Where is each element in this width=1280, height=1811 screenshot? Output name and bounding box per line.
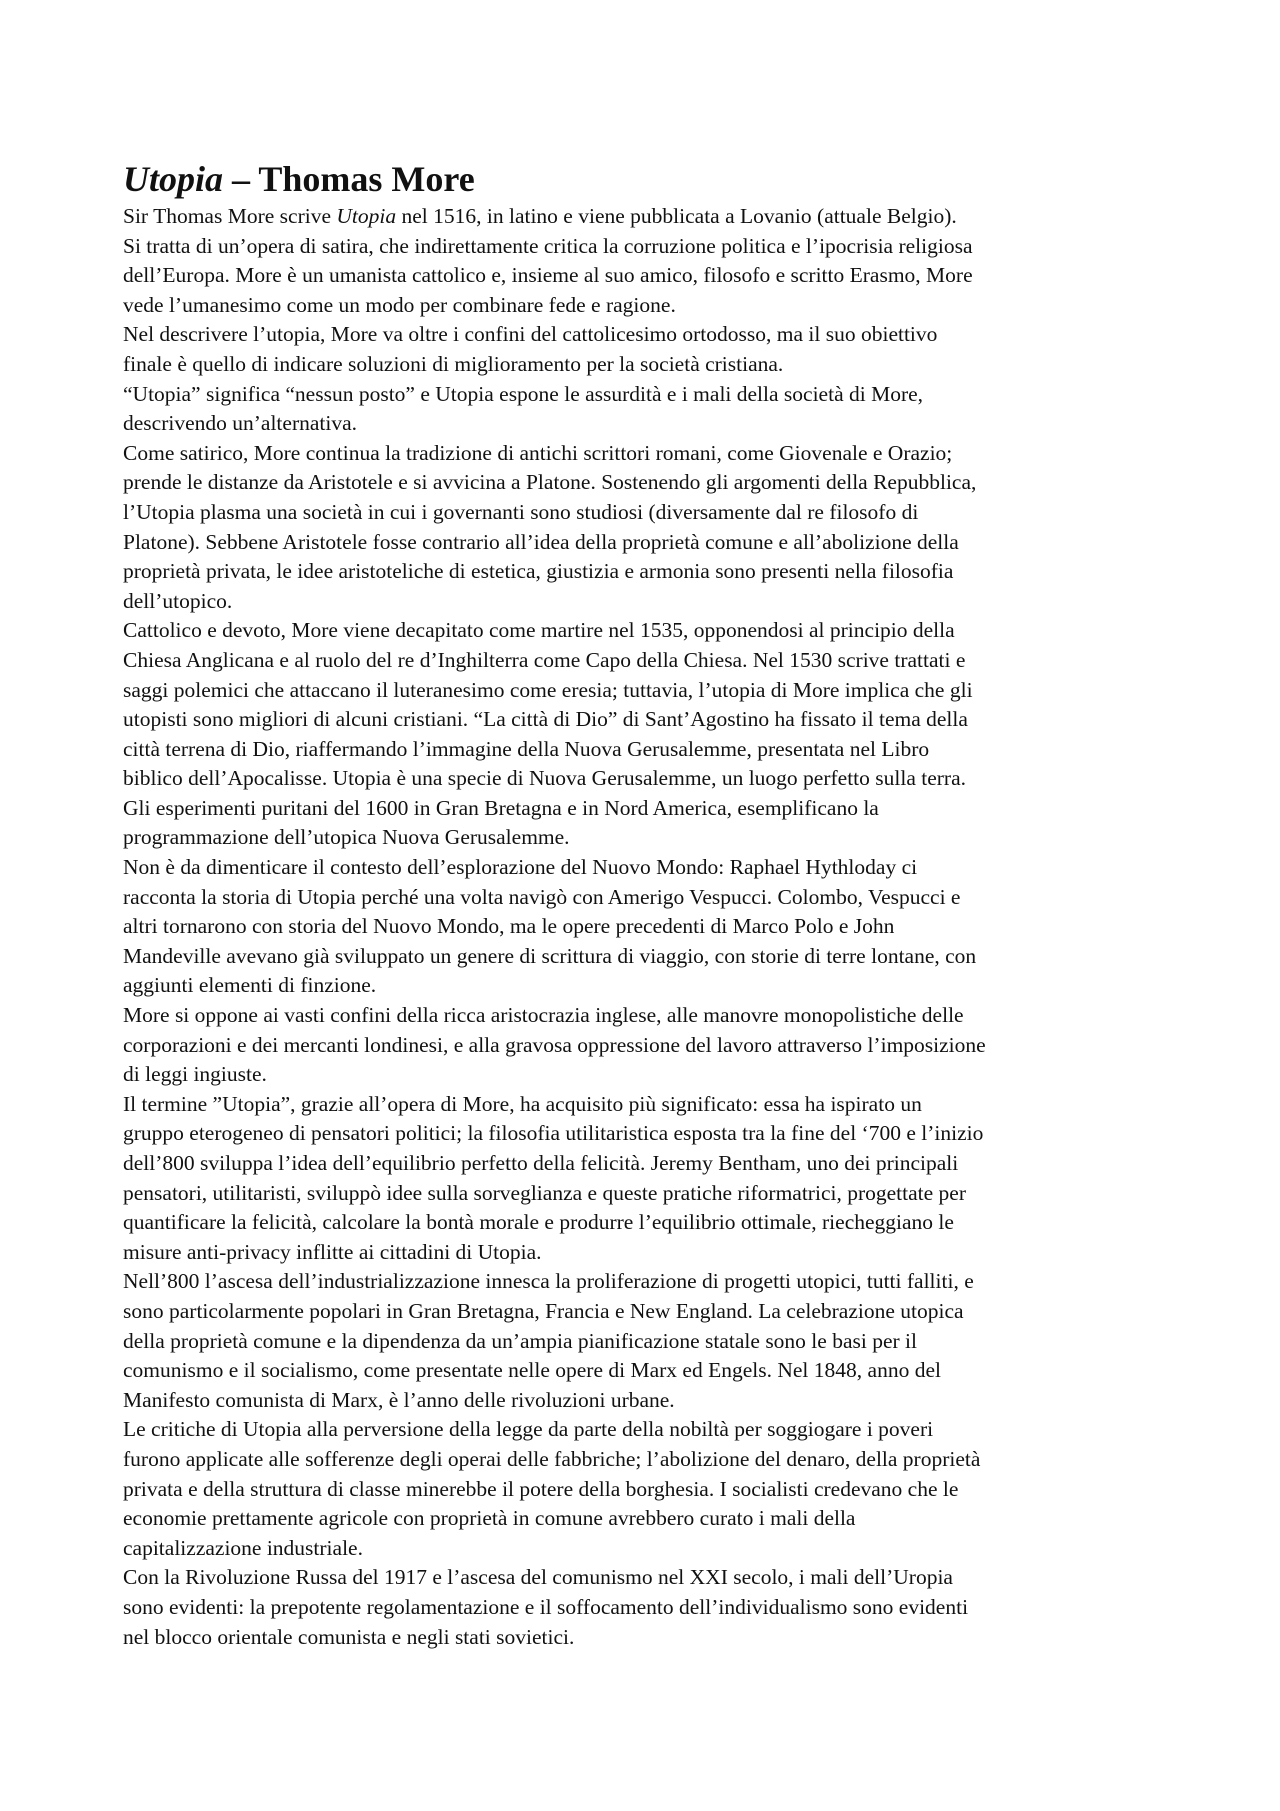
paragraph: More si oppone ai vasti confini della ricca aristocrazia inglese, alle manovre monopolistiche delle corporazioni e dei mercanti londinesi, e alla gravosa oppressione del lavoro attraverso l’imposizione di leggi ingiuste. <box>123 1003 986 1087</box>
paragraph: Le critiche di Utopia alla perversione della legge da parte della nobiltà per soggiogare i poveri furono applicate alle sofferenze degli operai delle fabbriche; l’abolizione del denaro, della proprietà privata e della struttura di classe minerebbe il potere della borghesia. I socialisti credevano che le economie prettamente agricole con proprietà in comune avrebbero curato i mali della capitalizzazione industriale. <box>123 1417 981 1560</box>
title-rest: – Thomas More <box>223 159 475 199</box>
paragraph: Il termine ”Utopia”, grazie all’opera di More, ha acquisito più significato: essa ha ispirato un gruppo eterogeneo di pensatori politici; la filosofia utilitaristica esposta tra la fine del ‘700 e l’inizio dell’800 sviluppa l’idea dell’equilibrio perfetto della felicità. Jeremy Bentham, uno dei principali pensatori, utilitaristi, sviluppò idee sulla sorveglianza e queste pratiche riformatrici, progettate per quantificare la felicità, calcolare la bontà morale e produrre l’equilibrio ottimale, riecheggiano le misure anti-privacy inflitte ai cittadini di Utopia. <box>123 1091 984 1264</box>
title-italic: Utopia <box>123 159 224 199</box>
paragraph: Cattolico e devoto, More viene decapitato come martire nel 1535, opponendosi al principio della Chiesa Anglicana e al ruolo del re d’Inghilterra come Capo della Chiesa. Nel 1530 scrive trattati e saggi polemici che attaccano il luteranesimo come eresia; tuttavia, l’utopia di More implica che gli utopisti sono migliori di alcuni cristiani. “La città di Dio” di Sant’Agostino ha fissato il tema della città terrena di Dio, riaffermando l’immagine della Nuova Gerusalemme, presentata nel Libro biblico dell’Apocalisse. Utopia è una specie di Nuova Gerusalemme, un luogo perfetto sulla terra. Gli esperimenti puritani del 1600 in Gran Bretagna e in Nord America, esemplificano la programmazione dell’utopica Nuova Gerusalemme. <box>123 618 973 850</box>
document-page <box>123 158 1168 1652</box>
paragraph: Nell’800 l’ascesa dell’industrializzazione innesca la proliferazione di progetti utopici, tutti falliti, e sono particolarmente popolari in Gran Bretagna, Francia e New England. La celebrazione utopica della proprietà comune e la dipendenza da un’ampia pianificazione statale sono le basi per il comunismo e il socialismo, come presentate nelle opere di Marx ed Engels. Nel 1848, anno del Manifesto comunista di Marx, è l’anno delle rivoluzioni urbane. <box>123 1269 974 1412</box>
paragraph-intro <box>123 202 1168 320</box>
paragraph: Con la Rivoluzione Russa del 1917 e l’ascesa del comunismo nel XXI secolo, i mali dell’Uropia sono evidenti: la prepotente regolamentazione e il soffocamento dell’individualismo sono evidenti nel blocco orientale comunista e negli stati sovietici. <box>123 1565 969 1649</box>
document-title <box>123 158 1168 200</box>
paragraph: Nel descrivere l’utopia, More va oltre i confini del cattolicesimo ortodosso, ma il suo obiettivo finale è quello di indicare soluzioni di miglioramento per la società cristiana. <box>123 322 938 376</box>
paragraph: Come satirico, More continua la tradizione di antichi scrittori romani, come Giovenale e Orazio; prende le distanze da Aristotele e si avvicina a Platone. Sostenendo gli argomenti della Repubblica, l’Utopia plasma una società in cui i governanti sono studiosi (diversamente dal re filosofo di Platone). Sebbene Aristotele fosse contrario all’idea della proprietà comune e all’abolizione della proprietà privata, le idee aristoteliche di estetica, giustizia e armonia sono presenti nella filosofia dell’utopico. <box>123 440 977 613</box>
paragraph-intro-italic: Utopia <box>336 204 397 228</box>
paragraph: “Utopia” significa “nessun posto” e Utopia espone le assurdità e i mali della società di More, descrivendo un’alternativa. <box>123 381 924 436</box>
paragraph: Non è da dimenticare il contesto dell’esplorazione del Nuovo Mondo: Raphael Hythloday ci racconta la storia di Utopia perché una volta navigò con Amerigo Vespucci. Colombo, Vespucci e altri tornarono con storia del Nuovo Mondo, ma le opere precedenti di Marco Polo e John Mandeville avevano già sviluppato un genere di scrittura di viaggio, con storie di terre lontane, con aggiunti elementi di finzione. <box>123 855 977 998</box>
paragraph-intro-start: Sir Thomas More scrive <box>123 204 337 228</box>
paragraph-intro-rest: nel 1516, in latino e viene pubblicata a Lovanio (attuale Belgio). Si tratta di un’opera di satira, che indirettamente critica la corruzione politica e l’ipocrisia religiosa dell’Europa. More è un umanista cattolico e, insieme al suo amico, filosofo e scritto Erasmo, More vede l’umanesimo come un modo per combinare fede e ragione. <box>123 204 973 317</box>
